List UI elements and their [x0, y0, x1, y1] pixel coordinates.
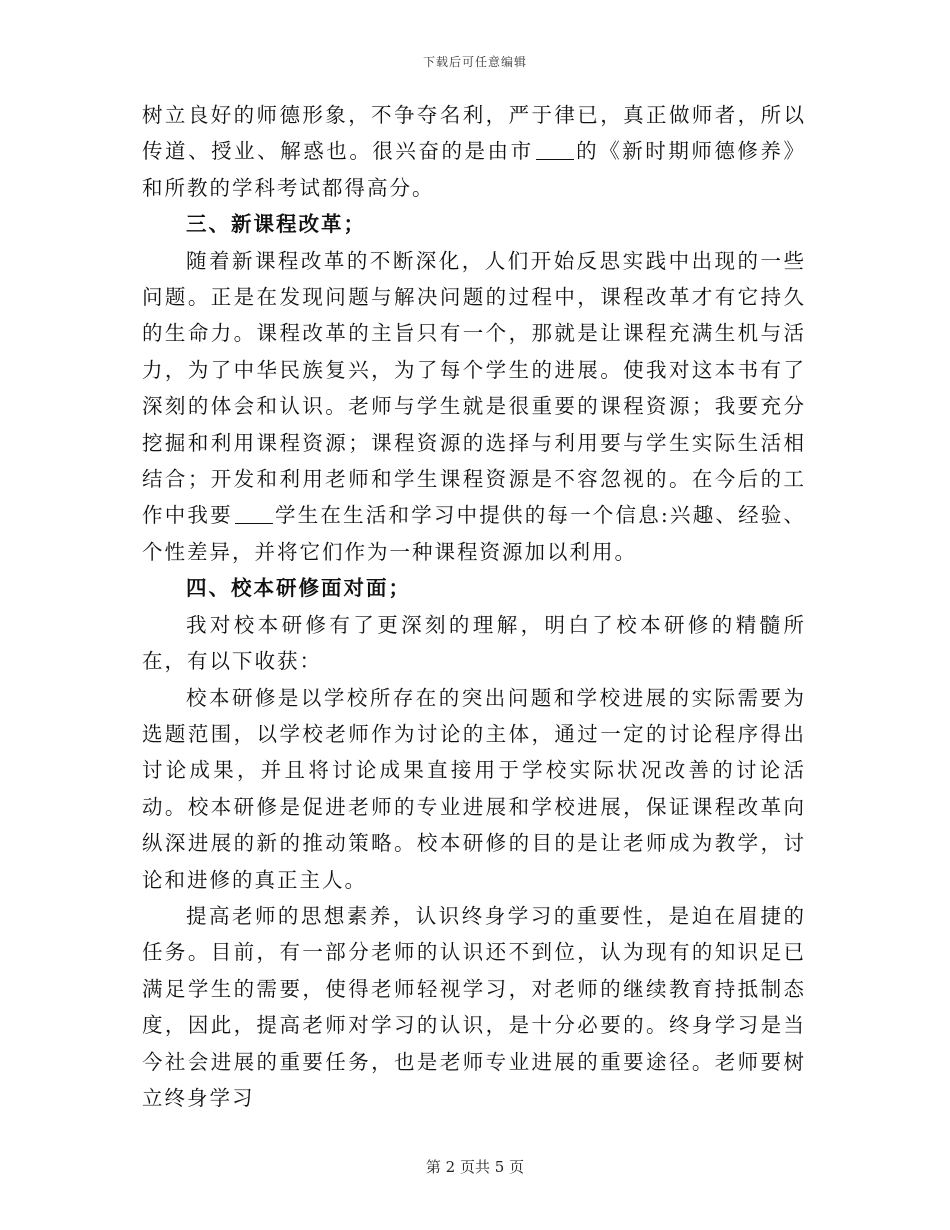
fill-blank — [235, 503, 273, 524]
paragraph-understanding: 我对校本研修有了更深刻的理解，明白了校本研修的精髓所在，有以下收获： — [142, 612, 806, 674]
page-header: 下载后可任意编辑 — [422, 55, 527, 69]
paragraph-teacher-ethics — [142, 97, 806, 206]
paragraph-text: 随着新课程改革的不断深化，人们开始反思实践中出现的一些问题。正是在发现问题与解决问题的过程中，课程改革才有它持久的生命力。课程改革的主旨只有一个，那就是让课程充满生机与活力，为了中华民族复兴，为了每个学生的进展。使我对这本书有了深刻的体会和认识。老师与学生就是很重要的课程资源；我要充分挖掘和利用课程资源；课程资源的选择与利用要与学生实际生活相结合；开发和利用老师和学生课程资源是不容忽视的。在今后的工作中我要 — [142, 248, 806, 528]
document-body — [142, 97, 806, 1116]
fill-blank — [536, 139, 574, 160]
paragraph-curriculum-reform — [142, 243, 806, 571]
section-heading-school-based-training: 四、校本研修面对面； — [186, 576, 411, 601]
page-footer: 第 2 页共 5 页 — [425, 1158, 525, 1176]
section-heading-curriculum-reform: 三、新课程改革； — [186, 212, 366, 237]
paragraph-school-based-definition: 校本研修是以学校所存在的突出问题和学校进展的实际需要为选题范围，以学校老师作为讨论的主体，通过一定的讨论程序得出讨论成果，并且将讨论成果直接用于学校实际状况改善的讨论活动。校本研修是促进老师的专业进展和学校进展，保证课程改革向纵深进展的新的推动策略。校本研修的目的是让老师成为教学，讨论和进修的真正主人。 — [142, 685, 806, 892]
paragraph-text: 树立良好的师德形象，不争夺名利，严于律已，真正做师者，所以传道、授业、解惑也。很兴奋的是由市 — [142, 103, 806, 164]
paragraph-text: 的《新时期师德修养》和所教的学科考试都得高分。 — [142, 139, 807, 200]
paragraph-lifelong-learning: 提高老师的思想素养，认识终身学习的重要性，是迫在眉捷的任务。目前，有一部分老师的认识还不到位，认为现有的知识足已满足学生的需要，使得老师轻视学习，对老师的继续教育持抵制态度，因此，提高老师对学习的认识，是十分必要的。终身学习是当今社会进展的重要任务，也是老师专业进展的重要途径。老师要树立终身学习 — [142, 903, 806, 1110]
paragraph-text: 学生在生活和学习中提供的每一个信息:兴趣、经验、个性差异，并将它们作为一种课程资源加以利用。 — [142, 503, 807, 564]
